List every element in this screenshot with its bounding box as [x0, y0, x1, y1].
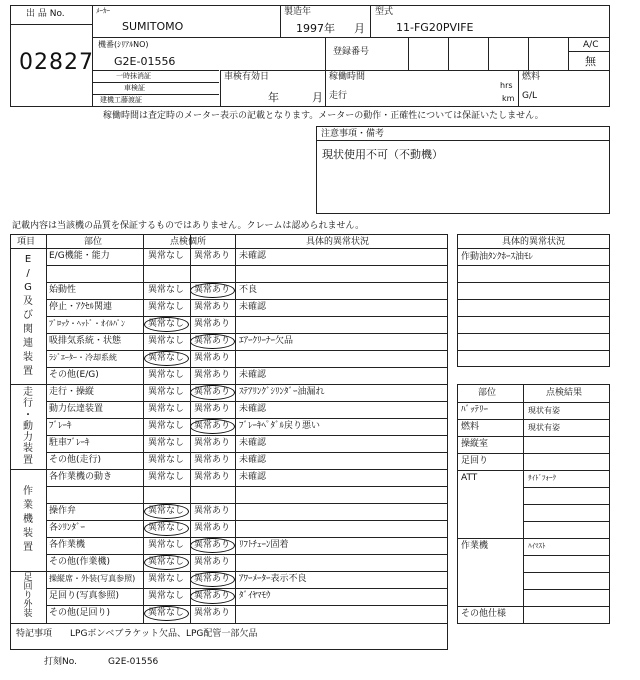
ok-option: 異常なし — [148, 608, 185, 618]
stamp-value: G2E-01556 — [108, 657, 159, 667]
circled-ok-mark — [144, 606, 189, 621]
header-detail: 具体的異常状況 — [306, 237, 370, 247]
group-label-char: 業 — [23, 500, 33, 511]
row-part: 足回り(写真参照) — [49, 591, 120, 601]
group-label-char: ・ — [23, 409, 33, 421]
ok-option: 異常なし — [148, 455, 185, 465]
ok-option: 異常なし — [148, 506, 185, 516]
temp-permit-label: 一時抹消証 — [116, 72, 151, 80]
row-part: ﾗｼﾞｴｰﾀｰ・冷却系統 — [49, 353, 117, 362]
group-label-char: 足 — [23, 573, 33, 583]
special-notes-label: 特記事項 — [16, 629, 53, 639]
result-row-part: 操縦室 — [461, 439, 489, 449]
ok-option: 異常なし — [148, 591, 185, 601]
group-label-char: 行 — [23, 398, 33, 410]
ng-option: 異常あり — [194, 251, 231, 261]
group-label-char: E — [24, 254, 32, 265]
row-part: その他(足回り) — [49, 608, 111, 618]
travel-label: 走行 — [329, 91, 348, 101]
circled-ng-mark — [190, 419, 235, 434]
circled-ng-mark — [190, 538, 235, 553]
ng-option: 異常あり — [194, 421, 231, 431]
row-part: ﾌﾞﾚｰｷ — [49, 421, 72, 431]
remarks-text: 現状使用不可（不動機） — [322, 148, 443, 161]
year-label: 製造年 — [284, 7, 312, 17]
ok-option: 異常なし — [148, 404, 185, 414]
maker-value: SUMITOMO — [122, 20, 184, 33]
group-label-char: 置 — [23, 454, 33, 466]
group-label-char: 連 — [23, 338, 33, 349]
result-row-part: ﾊﾞｯﾃﾘｰ — [461, 405, 489, 415]
ok-option: 異常なし — [148, 336, 185, 346]
row-part: 操縦席・外装(写真参照) — [49, 574, 136, 583]
ac-label: A/C — [583, 40, 599, 50]
group-label-char: 置 — [23, 542, 33, 553]
lot-number-label: 出 品 No. — [26, 9, 65, 19]
row-part: ﾌﾞﾛｯｸ・ﾍｯﾄﾞ・ｵｲﾙﾊﾟﾝ — [49, 319, 125, 328]
result-row-sub: ﾊｲﾏｽﾄ — [528, 542, 546, 550]
km-unit: km — [502, 94, 515, 103]
ng-option: 異常あり — [194, 387, 231, 397]
circled-ok-mark — [144, 521, 189, 536]
ng-option: 異常あり — [194, 608, 231, 618]
ng-option: 異常あり — [194, 574, 231, 584]
row-detail: ﾀﾞｲﾔﾏﾓｳ — [239, 591, 271, 601]
ok-option: 異常なし — [148, 285, 185, 295]
row-detail: ｽﾃｱﾘﾝｸﾞｼﾘﾝﾀﾞｰ油漏れ — [239, 387, 325, 397]
row-part: 駐車ﾌﾞﾚｰｷ — [49, 438, 90, 448]
lot-number: 02827 — [19, 50, 94, 75]
group-label-char: 力 — [23, 432, 33, 444]
group-label-char: 関 — [23, 324, 33, 335]
hours-label: 稼働時間 — [329, 72, 366, 82]
row-detail: ｴｱｰｸﾘｰﾅｰ欠品 — [239, 336, 294, 346]
ok-option: 異常なし — [148, 540, 185, 550]
group-label-char: 装 — [23, 352, 33, 363]
group-label-char: 装 — [23, 609, 33, 619]
result-row-part: 作業機 — [461, 541, 489, 551]
ok-option: 異常なし — [148, 523, 185, 533]
ng-option: 異常あり — [194, 302, 231, 312]
circled-ng-mark — [190, 334, 235, 349]
ok-option: 異常なし — [148, 353, 185, 363]
group-label-char: び — [23, 310, 33, 321]
ng-option: 異常あり — [194, 285, 231, 295]
row-part: E/G機能・能力 — [49, 251, 110, 261]
disclaimer: 記載内容は当該機の品質を保証するものではありません。クレームは認められません。 — [12, 221, 365, 231]
ng-option: 異常あり — [194, 353, 231, 363]
ok-option: 異常なし — [148, 472, 185, 482]
ng-option: 異常あり — [194, 336, 231, 346]
group-label-char: 置 — [23, 366, 33, 377]
circled-ng-mark — [190, 572, 235, 587]
year-value: 1997 — [296, 22, 324, 35]
row-part: 停止・ｱｸｾﾙ関連 — [49, 302, 113, 312]
circled-ok-mark — [144, 317, 189, 332]
serial-value: G2E-01556 — [114, 55, 176, 68]
remarks-label: 注意事項・備考 — [321, 129, 385, 139]
row-part: 走行・操縦 — [49, 387, 95, 397]
ok-option: 異常なし — [148, 302, 185, 312]
group-label-char: G — [24, 282, 32, 293]
hrs-unit: hrs — [500, 81, 513, 90]
result-row-part: ATT — [461, 473, 478, 483]
ok-option: 異常なし — [148, 251, 185, 261]
circled-ok-mark — [144, 351, 189, 366]
group-label-char: 装 — [23, 443, 33, 455]
model-label: 型式 — [375, 7, 394, 17]
stamp-label: 打刻No. — [44, 657, 77, 667]
group-label-char: り — [23, 591, 33, 601]
row-detail: 未確認 — [239, 251, 267, 261]
group-label-char: 走 — [23, 387, 33, 398]
row-detail: 未確認 — [239, 404, 267, 414]
special-notes-text: LPGボンベブラケット欠品、LPG配管一部欠品 — [70, 629, 258, 639]
row-detail: 未確認 — [239, 370, 267, 380]
row-part: 各作業機の動き — [49, 472, 113, 482]
row-detail: 未確認 — [239, 472, 267, 482]
inspection-month-unit: 月 — [312, 91, 323, 104]
ng-option: 異常あり — [194, 472, 231, 482]
result-row-value: 現状有姿 — [528, 406, 560, 415]
ok-option: 異常なし — [148, 438, 185, 448]
result-row-sub: ｻｲﾄﾞﾌｫｰｸ — [528, 474, 556, 482]
ng-option: 異常あり — [194, 455, 231, 465]
ng-option: 異常あり — [194, 506, 231, 516]
row-part: 始動性 — [49, 285, 77, 295]
model-value: 11-FG20PVIFE — [396, 21, 474, 34]
row-part: 操作弁 — [49, 506, 77, 516]
result-row-part: 足回り — [461, 456, 489, 466]
ng-option: 異常あり — [194, 319, 231, 329]
right-detail-header: 具体的異常状況 — [502, 237, 566, 247]
row-part: 各ｼﾘﾝﾀﾞｰ — [49, 523, 86, 533]
result-header-part: 部位 — [478, 388, 497, 398]
group-label-char: 外 — [23, 600, 33, 610]
result-row-value: 現状有姿 — [528, 423, 560, 432]
row-part: 動力伝達装置 — [49, 404, 104, 414]
ac-value: 無 — [585, 55, 596, 68]
circled-ng-mark — [190, 385, 235, 400]
ng-option: 異常あり — [194, 557, 231, 567]
ok-option: 異常なし — [148, 370, 185, 380]
registration-label: 登録番号 — [333, 47, 370, 57]
row-part: その他(作業機) — [49, 557, 111, 567]
result-row-part: 燃料 — [461, 422, 480, 432]
group-label-char: 作 — [23, 486, 33, 497]
result-row-part: その他仕様 — [461, 609, 507, 619]
group-label-char: 機 — [23, 514, 33, 525]
ok-option: 異常なし — [148, 574, 185, 584]
row-part: 各作業機 — [49, 540, 86, 550]
inspection-cert-label: 車検証 — [124, 84, 145, 92]
inspection-valid-label: 車検有効日 — [224, 72, 270, 82]
row-part: 吸排気系統・状態 — [49, 336, 122, 346]
group-label-char: 動 — [23, 420, 33, 432]
group-label-char: 及 — [23, 296, 33, 307]
group-label-char: / — [26, 268, 30, 279]
work-machine-cert-label: 建機工藤渡証 — [100, 96, 142, 104]
year-unit: 年 — [324, 22, 335, 35]
row-detail: 未確認 — [239, 455, 267, 465]
ng-option: 異常あり — [194, 523, 231, 533]
row-detail: 未確認 — [239, 438, 267, 448]
group-label-char: 装 — [23, 528, 33, 539]
circled-ng-mark — [190, 283, 235, 298]
ng-option: 異常あり — [194, 438, 231, 448]
row-detail: ｱﾜｰﾒｰﾀｰ表示不良 — [239, 574, 307, 584]
fuel-value: G/L — [522, 91, 538, 101]
ok-option: 異常なし — [148, 387, 185, 397]
ok-option: 異常なし — [148, 557, 185, 567]
row-detail: ﾘﾌﾄﾁｪｰﾝ固着 — [239, 540, 289, 550]
result-header-result: 点検結果 — [546, 388, 583, 398]
month-unit: 月 — [354, 22, 365, 35]
ng-option: 異常あり — [194, 591, 231, 601]
row-part: その他(E/G) — [49, 370, 99, 380]
inspection-year-unit: 年 — [268, 91, 279, 104]
hours-note: 稼働時間は査定時のメーター表示の記載となります。メーターの動作・正確性については保証いたしません。 — [103, 111, 544, 121]
row-detail: ﾌﾞﾚｰｷﾍﾟﾀﾞﾙ戻り悪い — [239, 421, 321, 431]
row-detail: 未確認 — [239, 302, 267, 312]
header-item: 項目 — [17, 237, 36, 247]
header-part: 部位 — [84, 237, 103, 247]
circled-ng-mark — [190, 589, 235, 604]
circled-ok-mark — [144, 555, 189, 570]
row-detail: 不良 — [239, 285, 258, 295]
right-detail-row: 作動油ﾀﾝｸﾎｰｽ油ﾓﾚ — [461, 252, 534, 262]
ng-option: 異常あり — [194, 404, 231, 414]
maker-label: ﾒｰｶｰ — [96, 7, 110, 15]
header-check: 点検個所 — [170, 237, 207, 247]
ng-option: 異常あり — [194, 370, 231, 380]
fuel-label: 燃料 — [522, 72, 541, 82]
circled-ok-mark — [144, 504, 189, 519]
ng-option: 異常あり — [194, 540, 231, 550]
serial-label: 機番(ｼﾘｱﾙNO) — [98, 40, 149, 49]
group-label-char: 回 — [23, 582, 33, 592]
ok-option: 異常なし — [148, 319, 185, 329]
row-part: その他(走行) — [49, 455, 102, 465]
ok-option: 異常なし — [148, 421, 185, 431]
